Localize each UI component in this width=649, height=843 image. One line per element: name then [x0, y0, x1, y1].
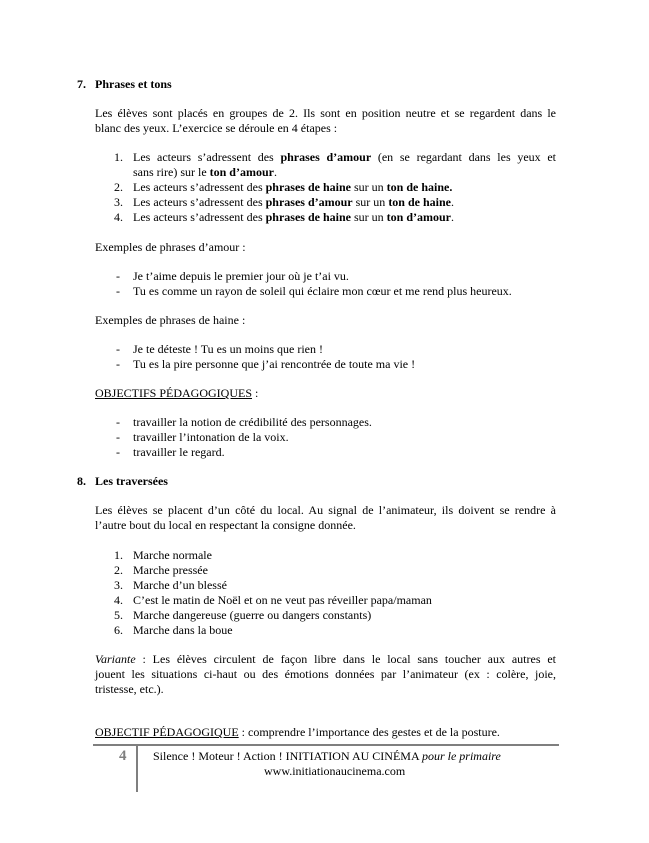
- step-text: Les acteurs s’adressent des phrases d’amour (en se regardant dans les yeux et: [133, 150, 557, 164]
- page-number: 4: [119, 748, 127, 764]
- bullet-dash: -: [116, 357, 120, 371]
- variant-line2: jouent les situations ci-haut ou des émotions données par l’animateur (ex : colère, joie,: [95, 667, 556, 681]
- objective-item: travailler l’intonation de la voix.: [133, 430, 289, 444]
- step-number: 3.: [114, 578, 123, 592]
- love-example: Je t’aime depuis le premier jour où je t’ai vu.: [133, 269, 349, 283]
- variant-line3: tristesse, etc.).: [95, 682, 164, 696]
- step-text: C’est le matin de Noël et on ne veut pas réveiller papa/maman: [133, 593, 432, 607]
- section-7-number: 7.: [77, 77, 86, 91]
- section-7-intro-line1: Les élèves sont placés en groupes de 2. Ils sont en position neutre et se regardent dans le: [95, 106, 556, 120]
- step-text: Les acteurs s’adressent des phrases de haine sur un ton de haine.: [133, 180, 453, 194]
- footer-line1: Silence ! Moteur ! Action ! INITIATION AU CINÉMA pour le primaire: [153, 749, 501, 763]
- step-number: 4.: [114, 210, 123, 224]
- hate-example: Je te déteste ! Tu es un moins que rien !: [133, 342, 323, 356]
- bullet-dash: -: [116, 415, 120, 429]
- step-text: Marche dangereuse (guerre ou dangers constants): [133, 608, 372, 622]
- section-7-title: Phrases et tons: [95, 77, 172, 91]
- step-text: Les acteurs s’adressent des phrases de haine sur un ton d’amour.: [133, 210, 454, 224]
- love-example: Tu es comme un rayon de soleil qui éclaire mon cœur et me rend plus heureux.: [133, 284, 512, 298]
- step-text: Les acteurs s’adressent des phrases d’amour sur un ton de haine.: [133, 195, 454, 209]
- step-number: 1.: [114, 548, 123, 562]
- footer-website: www.initiationaucinema.com: [264, 764, 406, 778]
- bullet-dash: -: [116, 445, 120, 459]
- step-text-cont: sans rire) sur le ton d’amour.: [133, 165, 277, 179]
- bullet-dash: -: [116, 430, 120, 444]
- step-number: 1.: [114, 150, 123, 164]
- step-number: 2.: [114, 563, 123, 577]
- bullet-dash: -: [116, 284, 120, 298]
- objective-item: travailler la notion de crédibilité des personnages.: [133, 415, 372, 429]
- step-number: 5.: [114, 608, 123, 622]
- section-7-intro-line2: blanc des yeux. L’exercice se déroule en 4 étapes :: [95, 121, 338, 135]
- footer-rule: [93, 744, 559, 746]
- step-number: 2.: [114, 180, 123, 194]
- footer-vertical-rule: [136, 745, 138, 792]
- objectives-heading: OBJECTIFS PÉDAGOGIQUES :: [95, 386, 259, 400]
- step-number: 6.: [114, 623, 123, 637]
- section-8-intro-line2: l’autre bout du local en respectant la consigne donnée.: [95, 518, 356, 532]
- step-text: Marche pressée: [133, 563, 208, 577]
- step-text: Marche dans la boue: [133, 623, 233, 637]
- step-number: 3.: [114, 195, 123, 209]
- objective-item: travailler le regard.: [133, 445, 225, 459]
- variant-line1: Variante : Les élèves circulent de façon libre dans le local sans toucher aux autres et: [95, 652, 556, 666]
- objective-line: OBJECTIF PÉDAGOGIQUE : comprendre l’importance des gestes et de la posture.: [95, 725, 500, 739]
- step-text: Marche d’un blessé: [133, 578, 227, 592]
- section-8-number: 8.: [77, 474, 86, 488]
- bullet-dash: -: [116, 269, 120, 283]
- hate-example: Tu es la pire personne que j’ai rencontrée de toute ma vie !: [133, 357, 416, 371]
- step-number: 4.: [114, 593, 123, 607]
- love-examples-heading: Exemples de phrases d’amour :: [95, 240, 246, 254]
- section-8-intro-line1: Les élèves se placent d’un côté du local. Au signal de l’animateur, ils doivent se rendre à: [95, 503, 556, 517]
- bullet-dash: -: [116, 342, 120, 356]
- hate-examples-heading: Exemples de phrases de haine :: [95, 313, 246, 327]
- step-text: Marche normale: [133, 548, 212, 562]
- section-8-title: Les traversées: [95, 474, 168, 488]
